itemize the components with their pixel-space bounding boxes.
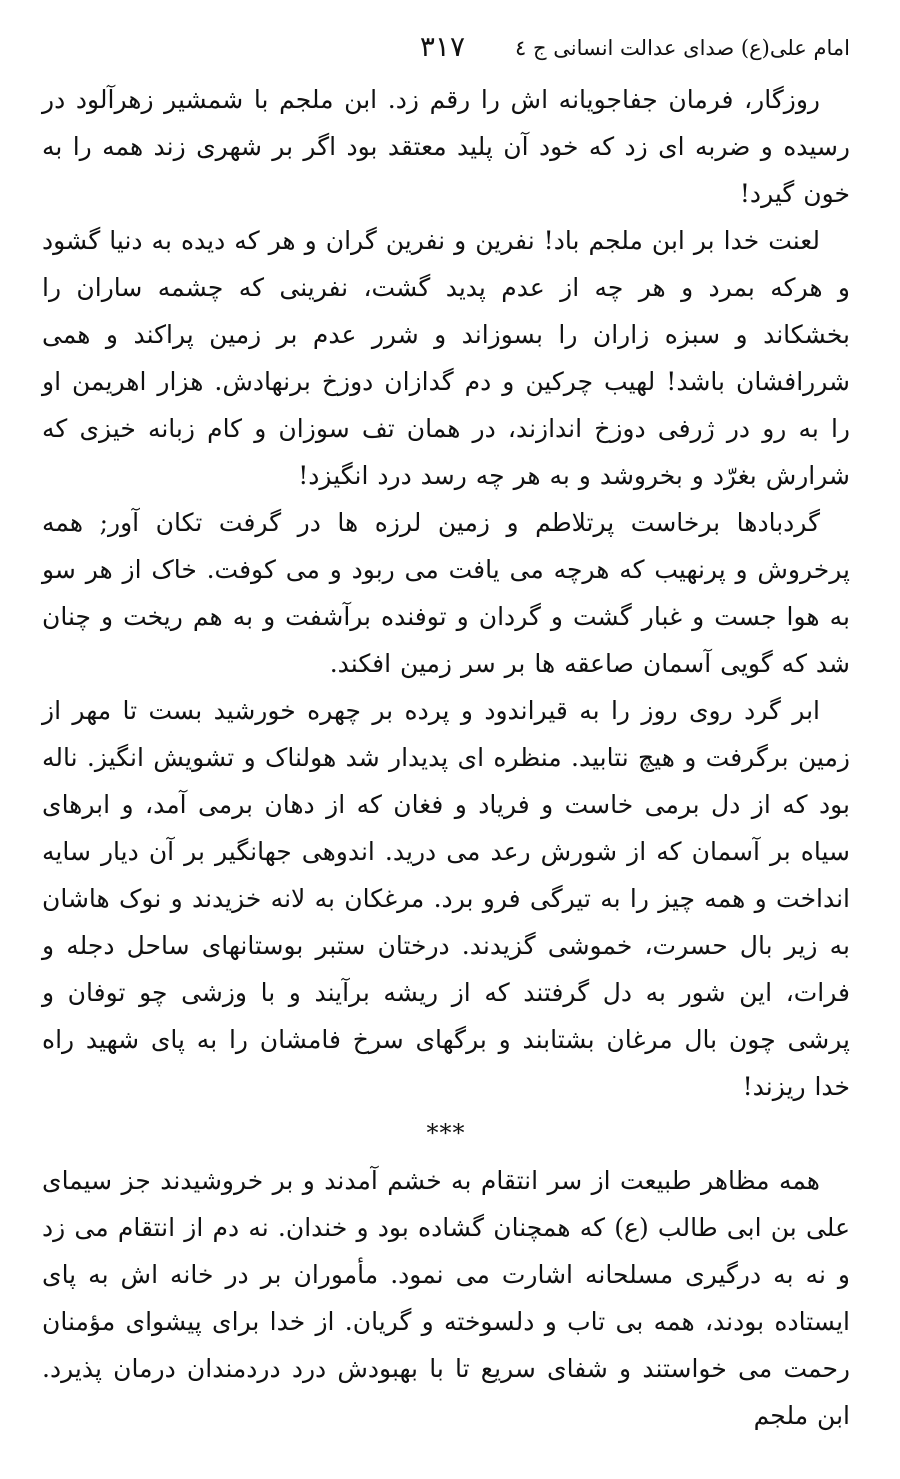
- book-page: [42, 28, 850, 1439]
- page-header: [42, 28, 850, 72]
- body-text: [42, 76, 850, 1439]
- running-title: امام علی(ع) صدای عدالت انسانی ج ٤: [515, 36, 850, 60]
- paragraph: لعنت خدا بر ابن ملجم باد! نفرین و نفرین گران و هر که دیده به دنیا گشود و هرکه بمرد و هر چه از عدم پدید گشت، نفرینی که چشمه ساران را بخشکاند و سبزه زاران را بسوزاند و شرر عدم بر زمین پراکند و همی شررافشان باشد! لهیب چرکین و دم گدازان دوزخ برنهادش. هزار اهریمن او را به رو در ژرفی دوزخ اندازند، در همان تف سوزان و کام زبانه خیزی که شرارش بغرّد و بخروشد و به هر چه رسد درد انگیزد!: [42, 226, 850, 490]
- section-separator: ***: [426, 1119, 466, 1147]
- paragraph: همه مظاهر طبیعت از سر انتقام به خشم آمدند و بر خروشیدند جز سیمای علی بن ابی طالب (ع) که همچنان گشاده بود و خندان. نه دم از انتقام می زد و نه به درگیری مسلحانه اشارت می نمود. مأموران بر در خانه اش به پای ایستاده بودند، همه بی تاب و دلسوخته و گریان. از خدا برای پیشوای مؤمنان رحمت می خواستند و شفای سریع تا با بهبودش درد دردمندان درمان پذیرد. ابن ملجم: [42, 1166, 850, 1430]
- paragraph: گردبادها برخاست پرتلاطم و زمین لرزه ها در گرفت تکان آور; همه پرخروش و پرنهیب که هرچه می یافت می ربود و می کوفت. خاک از هر سو به هوا جست و غبار گشت و گردان و توفنده برآشفت و به هم ریخت و چنان شد که گویی آسمان صاعقه ها بر سر زمین افکند.: [42, 508, 850, 678]
- page-number: ٣١٧: [419, 30, 465, 63]
- paragraph: روزگار، فرمان جفاجویانه اش را رقم زد. ابن ملجم با شمشیر زهرآلود در رسیده و ضربه ای زد که خود آن پلید معتقد بود اگر بر شهری زند همه را به خون گیرد!: [42, 85, 850, 208]
- paragraph: ابر گرد روی روز را به قیراندود و پرده بر چهره خورشید بست تا مهر از زمین برگرفت و هیچ نتابید. منظره ای پدیدار شد هولناک و تشویش انگیز. ناله بود که از دل برمی خاست و فریاد و فغان که از دهان برمی آمد، و ابرهای سیاه بر آسمان که از شورش رعد می درید. اندوهی جهانگیر بر آن دیار سایه انداخت و همه چیز را به تیرگی فرو برد. مرغکان به لانه خزیدند و نوک هاشان به زیر بال حسرت، خموشی گزیدند. درختان ستبر بوستانهای ساحل دجله و فرات، این شور به دل گرفتند که از ریشه برآیند و با وزشی چو توفان و پرشی چون بال مرغان بشتابند و برگهای سرخ فامشان را به پای شهید راه خدا ریزند!: [42, 696, 850, 1101]
